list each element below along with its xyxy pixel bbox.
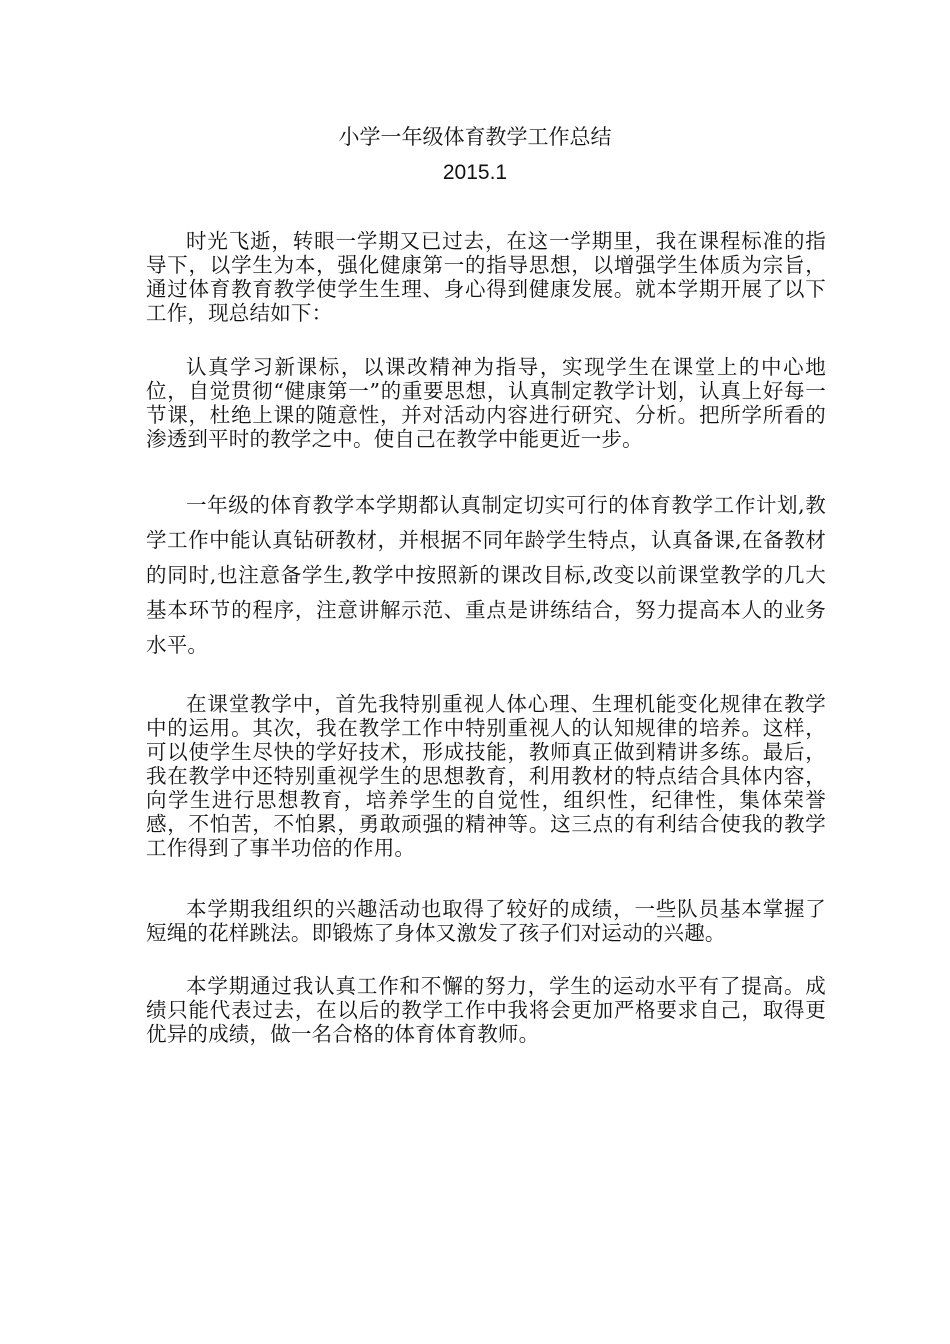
document-title: 小学一年级体育教学工作总结 — [338, 125, 612, 149]
paragraph-teaching-plan: 一年级的体育教学本学期都认真制定切实可行的体育教学工作计划,教学工作中能认真钻研教材，并根据不同年龄学生特点，认真备课,在备教材 的同时,也注意备学生,教学中按照新的课改目标,改变以前课堂教学的几大基本环节的程序，注意讲解示范、重点是讲练结合，努力提高本人的业务水平。 — [146, 493, 826, 657]
paragraph-classroom-teaching: 在课堂教学中，首先我特别重视人体心理、生理机能变化规律在教学中的运用。其次，我在教学工作中特别重视人的认知规律的培养。这样，可以使学生尽快的学好技术，形成技能，教师真正做到精讲多练。最后，我在教学中还特别重视学生的思想教育，利用教材的特点结合具体内容，向学生进行思想教育，培养学生的自觉性，组织性，纪律性，集体荣誉感，不怕苦，不怕累，勇敢顽强的精神等。这三点的有利结合使我的教学工作得到了事半功倍的作用。 — [146, 692, 826, 860]
paragraph-curriculum-study: 认真学习新课标，以课改精神为指导，实现学生在课堂上的中心地位，自觉贯彻“健康第一”的重要思想，认真制定教学计划，认真上好每一节课，杜绝上课的随意性，并对活动内容进行研究、分析。把所学所看的渗透到平时的教学之中。使自己在教学中能更近一步。 — [146, 355, 826, 451]
document-date: 2015.1 — [442, 161, 508, 184]
paragraph-intro: 时光飞逝，转眼一学期又已过去，在这一学期里，我在课程标准的指导下，以学生为本，强化健康第一的指导思想，以增强学生体质为宗旨，通过体育教育教学使学生生理、身心得到健康发展。就本学期开展了以下工作，现总结如下： — [146, 229, 826, 325]
paragraph-conclusion: 本学期通过我认真工作和不懈的努力，学生的运动水平有了提高。成绩只能代表过去，在以后的教学工作中我将会更加严格要求自己，取得更优异的成绩，做一名合格的体育体育教师。 — [146, 974, 826, 1046]
paragraph-interest-activities: 本学期我组织的兴趣活动也取得了较好的成绩，一些队员基本掌握了短绳的花样跳法。即锻炼了身体又激发了孩子们对运动的兴趣。 — [146, 897, 826, 945]
